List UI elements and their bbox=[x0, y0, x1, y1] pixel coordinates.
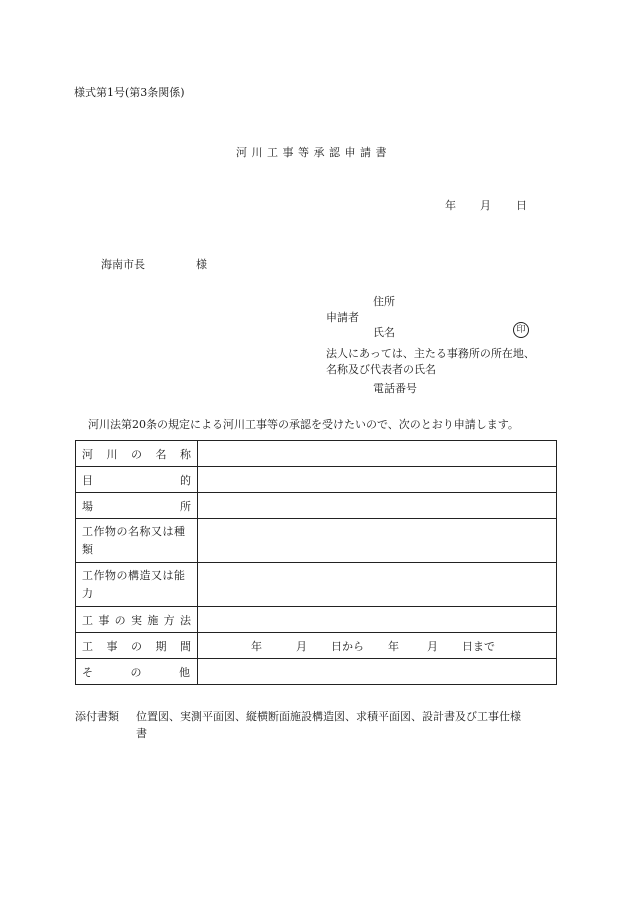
period-label: 工 事 の 期 間 bbox=[76, 633, 198, 659]
period-end-year: 年 bbox=[388, 639, 399, 653]
river-name-field[interactable] bbox=[198, 441, 557, 467]
place-label: 場 所 bbox=[76, 493, 198, 519]
date-month: 月 bbox=[480, 199, 491, 212]
period-field[interactable] bbox=[198, 633, 557, 659]
river-name-label: 河 川 の 名 称 bbox=[76, 441, 198, 467]
structure-type-label: 工作物の構造又は能力 bbox=[76, 563, 198, 607]
other-field[interactable] bbox=[198, 659, 557, 685]
document-title: 河川工事等承認申請書 bbox=[236, 146, 391, 159]
addressee-honorific: 様 bbox=[196, 258, 207, 271]
phone-label: 電話番号 bbox=[373, 382, 417, 395]
address-label: 住所 bbox=[373, 295, 395, 308]
other-label: そ の 他 bbox=[76, 659, 198, 685]
place-field[interactable] bbox=[198, 493, 557, 519]
statement: 河川法第20条の規定による河川工事等の承認を受けたいので、次のとおり申請します。 bbox=[88, 418, 519, 431]
method-label: 工 事 の 実 施 方 法 bbox=[76, 607, 198, 633]
corporation-note-1: 法人にあっては、主たる事務所の所在地、 bbox=[326, 347, 535, 360]
period-start-day: 日から bbox=[331, 639, 364, 653]
table-row bbox=[76, 633, 557, 659]
purpose-label: 目 的 bbox=[76, 467, 198, 493]
attachments-label: 添付書類 bbox=[75, 710, 119, 723]
table-row bbox=[76, 493, 557, 519]
attachments-text: 位置図、実測平面図、縦横断面施設構造図、求積平面図、設計書及び工事仕様 bbox=[136, 710, 521, 723]
table-row bbox=[76, 563, 557, 607]
attachments-text-continued: 書 bbox=[136, 727, 147, 740]
structure-name-label: 工作物の名称又は種類 bbox=[76, 519, 198, 563]
table-row bbox=[76, 441, 557, 467]
table-row bbox=[76, 467, 557, 493]
period-start-month: 月 bbox=[296, 639, 307, 653]
structure-type-field[interactable] bbox=[198, 563, 557, 607]
period-end-day: 日まで bbox=[462, 639, 495, 653]
purpose-field[interactable] bbox=[198, 467, 557, 493]
method-field[interactable] bbox=[198, 607, 557, 633]
period-end-month: 月 bbox=[427, 639, 438, 653]
corporation-note-2: 名称及び代表者の氏名 bbox=[326, 363, 436, 376]
name-label: 氏名 bbox=[373, 326, 395, 339]
application-table bbox=[75, 440, 557, 685]
date-year: 年 bbox=[445, 199, 456, 212]
form-number: 様式第1号(第3条関係) bbox=[74, 86, 185, 99]
table-row bbox=[76, 519, 557, 563]
applicant-label: 申請者 bbox=[326, 311, 359, 324]
seal-icon: 印 bbox=[513, 322, 529, 338]
table-row bbox=[76, 659, 557, 685]
period-start-year: 年 bbox=[251, 639, 262, 653]
date-day: 日 bbox=[516, 199, 527, 212]
addressee-name: 海南市長 bbox=[101, 258, 145, 271]
structure-name-field[interactable] bbox=[198, 519, 557, 563]
table-row bbox=[76, 607, 557, 633]
